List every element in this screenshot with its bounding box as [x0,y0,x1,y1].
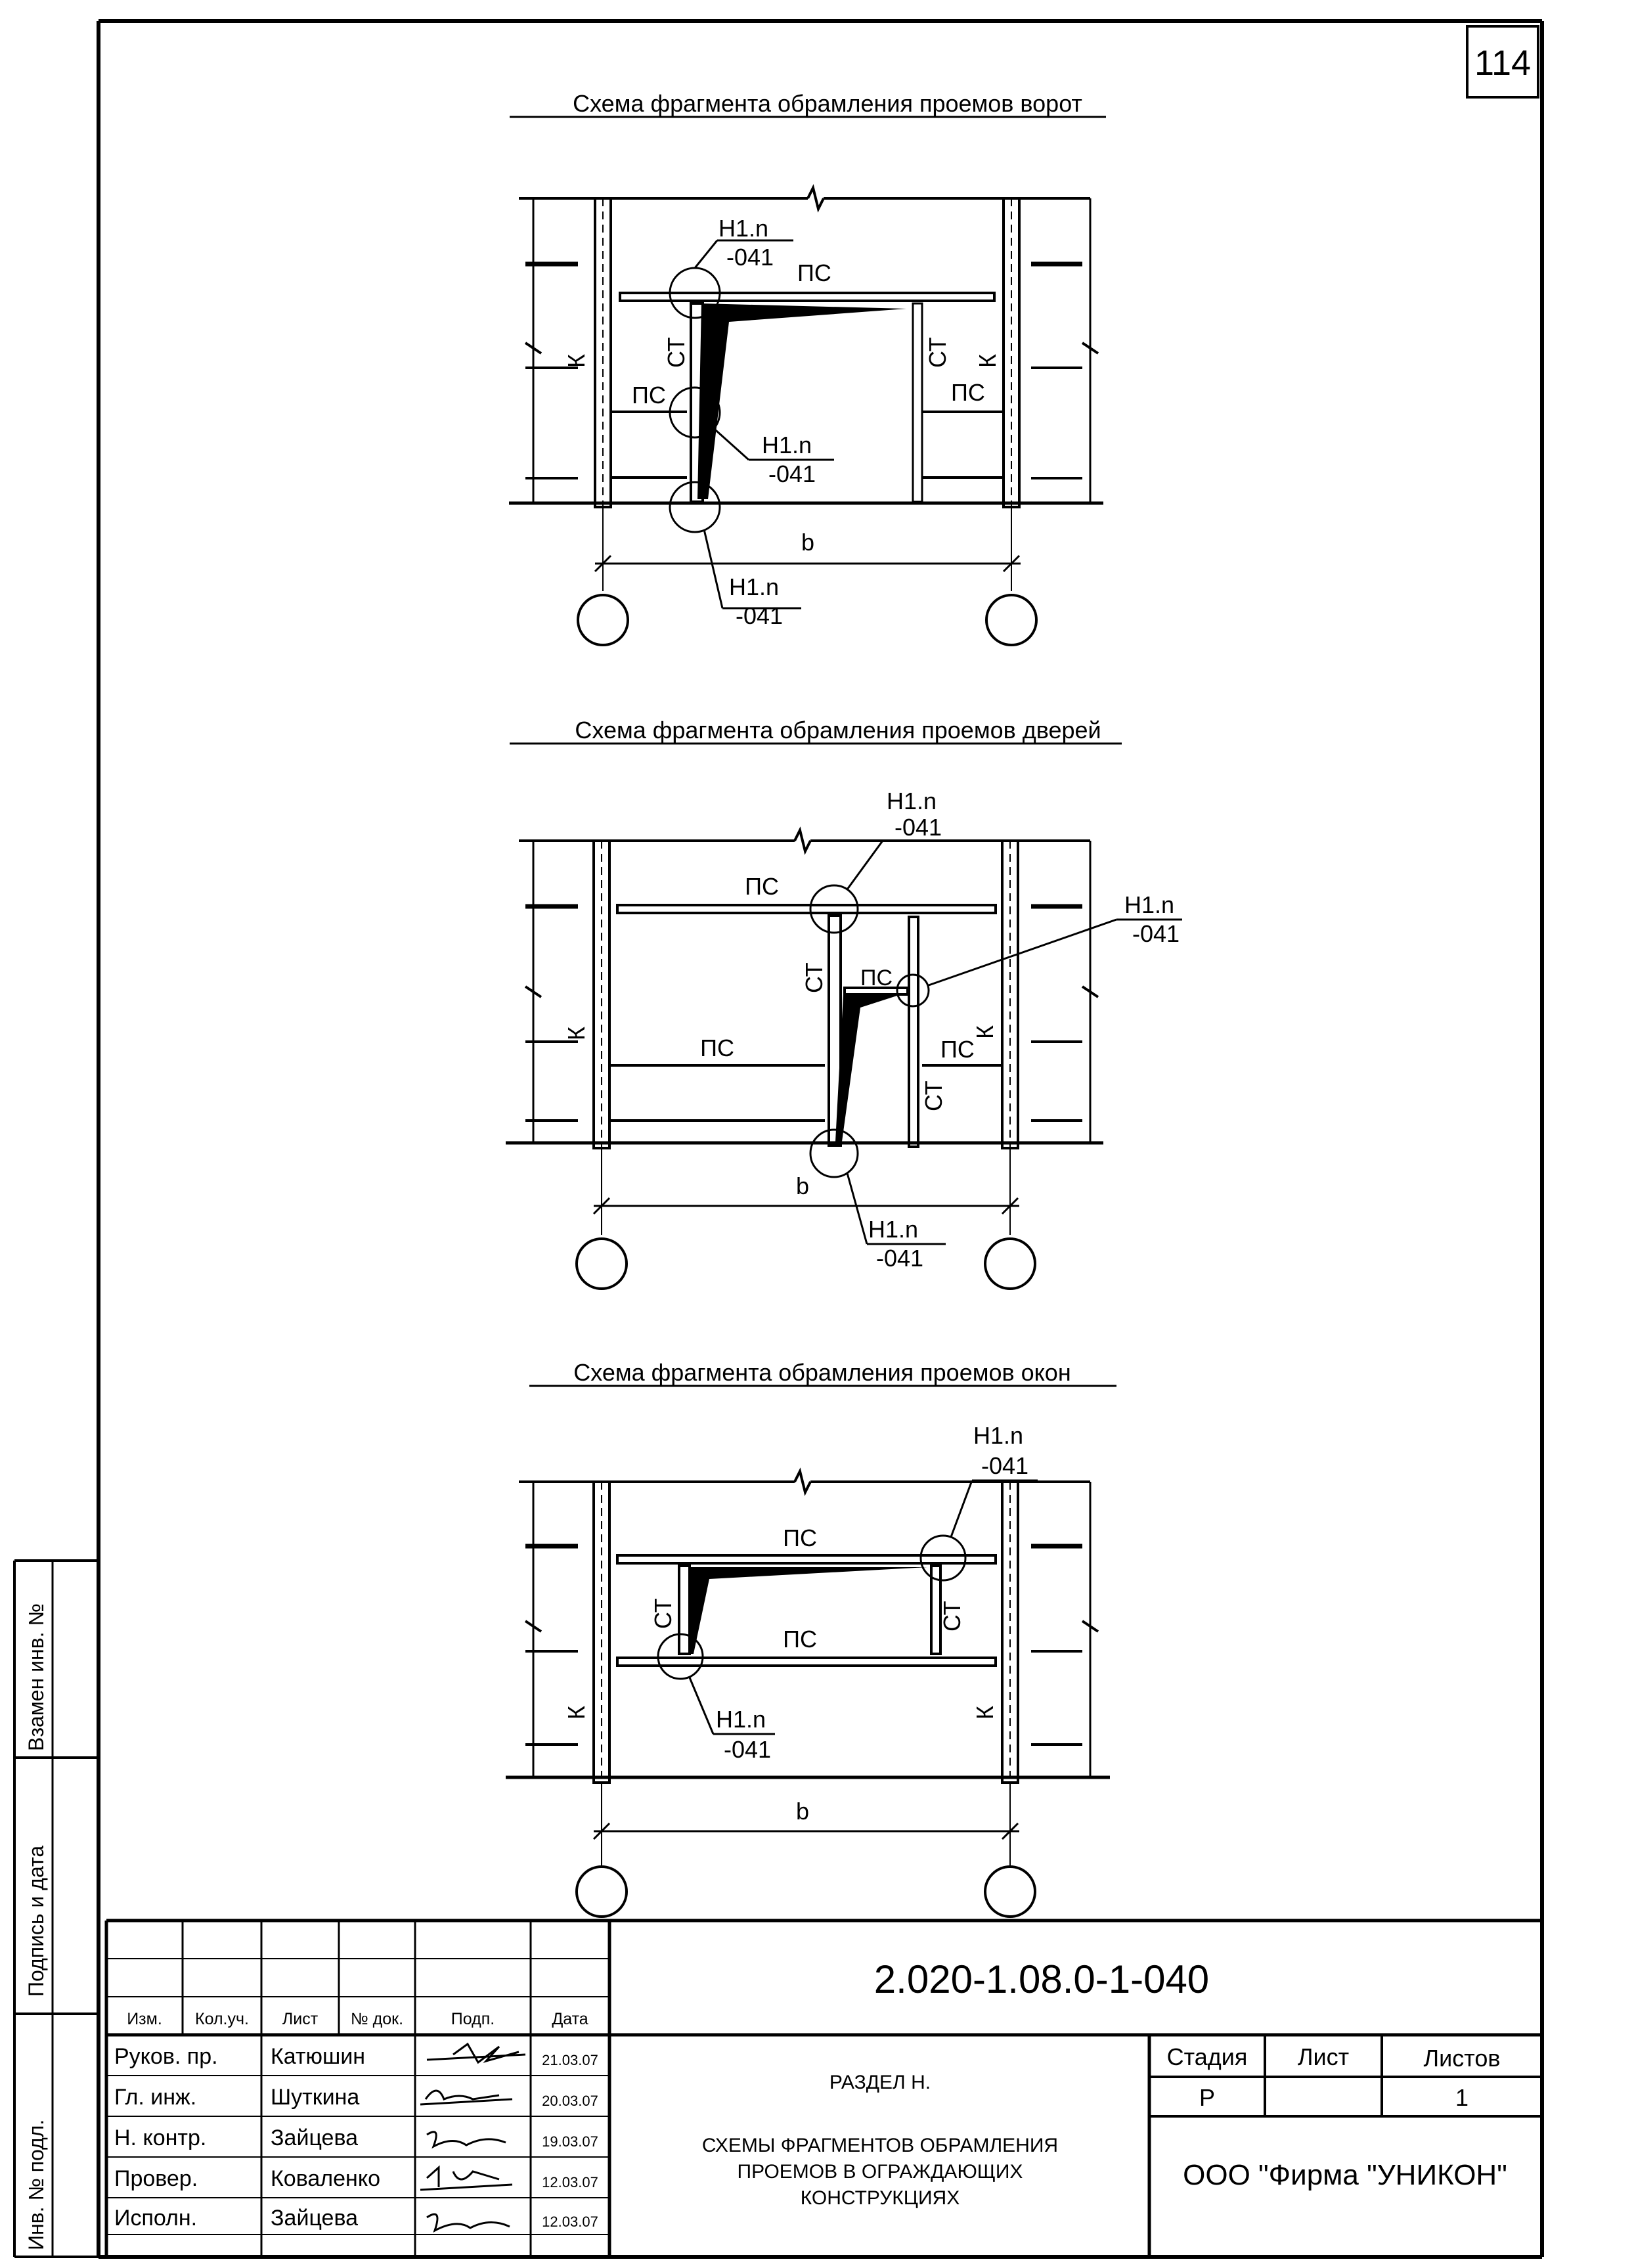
door-callout-2-line2: -041 [1132,920,1180,947]
signatures [420,2044,525,2231]
gate-ps-right: ПС [951,379,985,406]
scheme-gate [509,90,1106,645]
person-name: Коваленко [271,2166,380,2191]
document-title-line-1: СХЕМЫ ФРАГМЕНТОВ ОБРАМЛЕНИЯ [701,2135,1059,2156]
person-role: Гл. инж. [114,2085,197,2110]
gate-callout-3-line2: -041 [736,602,784,629]
header-date: Дата [552,2010,588,2028]
section-title: РАЗДЕЛ Н. [829,2072,931,2093]
door-ps-lower: ПС [700,1034,734,1061]
sheets-value: 1 [1455,2084,1469,2111]
sheet-header: Лист [1297,2043,1350,2070]
person-role: Провер. [114,2166,198,2191]
gate-callout-1-line2: -041 [726,244,774,271]
door-ps-inner: ПС [860,966,893,990]
stage-value: Р [1199,2084,1216,2111]
scheme-window [506,1359,1116,1917]
door-st-left: СТ [801,962,828,993]
door-st-right: СТ [920,1080,947,1111]
door-callout-2-line1: Н1.n [1124,891,1175,918]
door-callout-3-line2: -041 [876,1245,924,1272]
window-k-right: К [971,1706,998,1720]
door-callout-1-line2: -041 [894,814,942,841]
door-k-right: К [971,1025,998,1039]
person-role: Руков. пр. [114,2044,218,2069]
door-ps-right: ПС [940,1036,975,1063]
header-sheet: Лист [282,2010,319,2028]
document-title-line-2: ПРОЕМОВ В ОГРАЖДАЮЩИХ [737,2161,1023,2183]
header-signature: Подп. [451,2010,495,2028]
person-date: 12.03.07 [542,2213,598,2230]
gate-ps-left: ПС [632,382,666,409]
window-ps-top: ПС [783,1524,817,1551]
person-name: Катюшин [271,2044,366,2069]
gate-callout-1-line1: Н1.n [718,215,769,242]
window-st-left: СТ [650,1598,676,1629]
window-st-right: СТ [938,1601,965,1632]
page-number-box [1467,26,1538,97]
gate-callout-3-line1: Н1.n [729,573,780,600]
window-ps-lower: ПС [783,1626,817,1653]
window-callout-1-line2: -041 [981,1452,1029,1479]
person-date: 12.03.07 [542,2174,598,2190]
person-role: Исполн. [114,2206,198,2231]
side-stamp-signature-date: Подпись и дата [24,1845,48,1997]
gate-st-right: СТ [924,337,951,368]
stage-header: Стадия [1166,2043,1248,2070]
window-dimension: b [795,1798,810,1825]
person-date: 21.03.07 [542,2052,598,2068]
document-title-line-3: КОНСТРУКЦИЯХ [800,2187,960,2209]
gate-k-left: К [563,354,590,368]
side-stamp-replaces-inv: Взамен инв. № [24,1603,48,1751]
window-callout-1-line1: Н1.n [973,1422,1024,1449]
header-change: Изм. [127,2010,162,2028]
gate-k-right: К [974,354,1001,368]
door-ps-top: ПС [745,873,779,900]
gate-callout-2-line2: -041 [768,460,816,487]
person-name: Зайцева [271,2206,359,2231]
door-callout-1-line1: Н1.n [887,788,937,814]
scheme-door [506,717,1182,1289]
person-role: Н. контр. [114,2125,207,2150]
scheme-door-caption: Схема фрагмента обрамления проемов дверей [575,717,1101,744]
door-callout-3-line1: Н1.n [868,1216,919,1243]
gate-dimension: b [801,529,815,556]
person-date: 20.03.07 [542,2093,598,2109]
gate-callout-2-line1: Н1.n [762,432,812,458]
side-stamp-inv-original: Инв. № подл. [24,2119,48,2250]
door-k-left: К [563,1027,590,1040]
sheets-header: Листов [1423,2045,1501,2072]
scheme-gate-caption: Схема фрагмента обрамления проемов ворот [573,90,1082,117]
document-code: 2.020-1.08.0-1-040 [873,1957,1210,2001]
door-dimension: b [795,1172,810,1199]
header-count: Кол.уч. [195,2010,249,2028]
window-callout-2-line1: Н1.n [716,1706,766,1733]
page-number: 114 [1474,43,1532,83]
window-k-left: К [563,1706,590,1720]
scheme-window-caption: Схема фрагмента обрамления проемов окон [573,1359,1071,1386]
organization: ООО "Фирма "УНИКОН" [1183,2159,1507,2191]
header-doc-no: № док. [350,2010,404,2028]
person-name: Шуткина [271,2085,360,2110]
people-rows [114,2044,598,2231]
person-name: Зайцева [271,2125,359,2150]
window-callout-2-line2: -041 [724,1736,772,1763]
gate-st-left: СТ [663,337,690,368]
person-date: 19.03.07 [542,2133,598,2150]
gate-ps-top: ПС [797,259,831,286]
